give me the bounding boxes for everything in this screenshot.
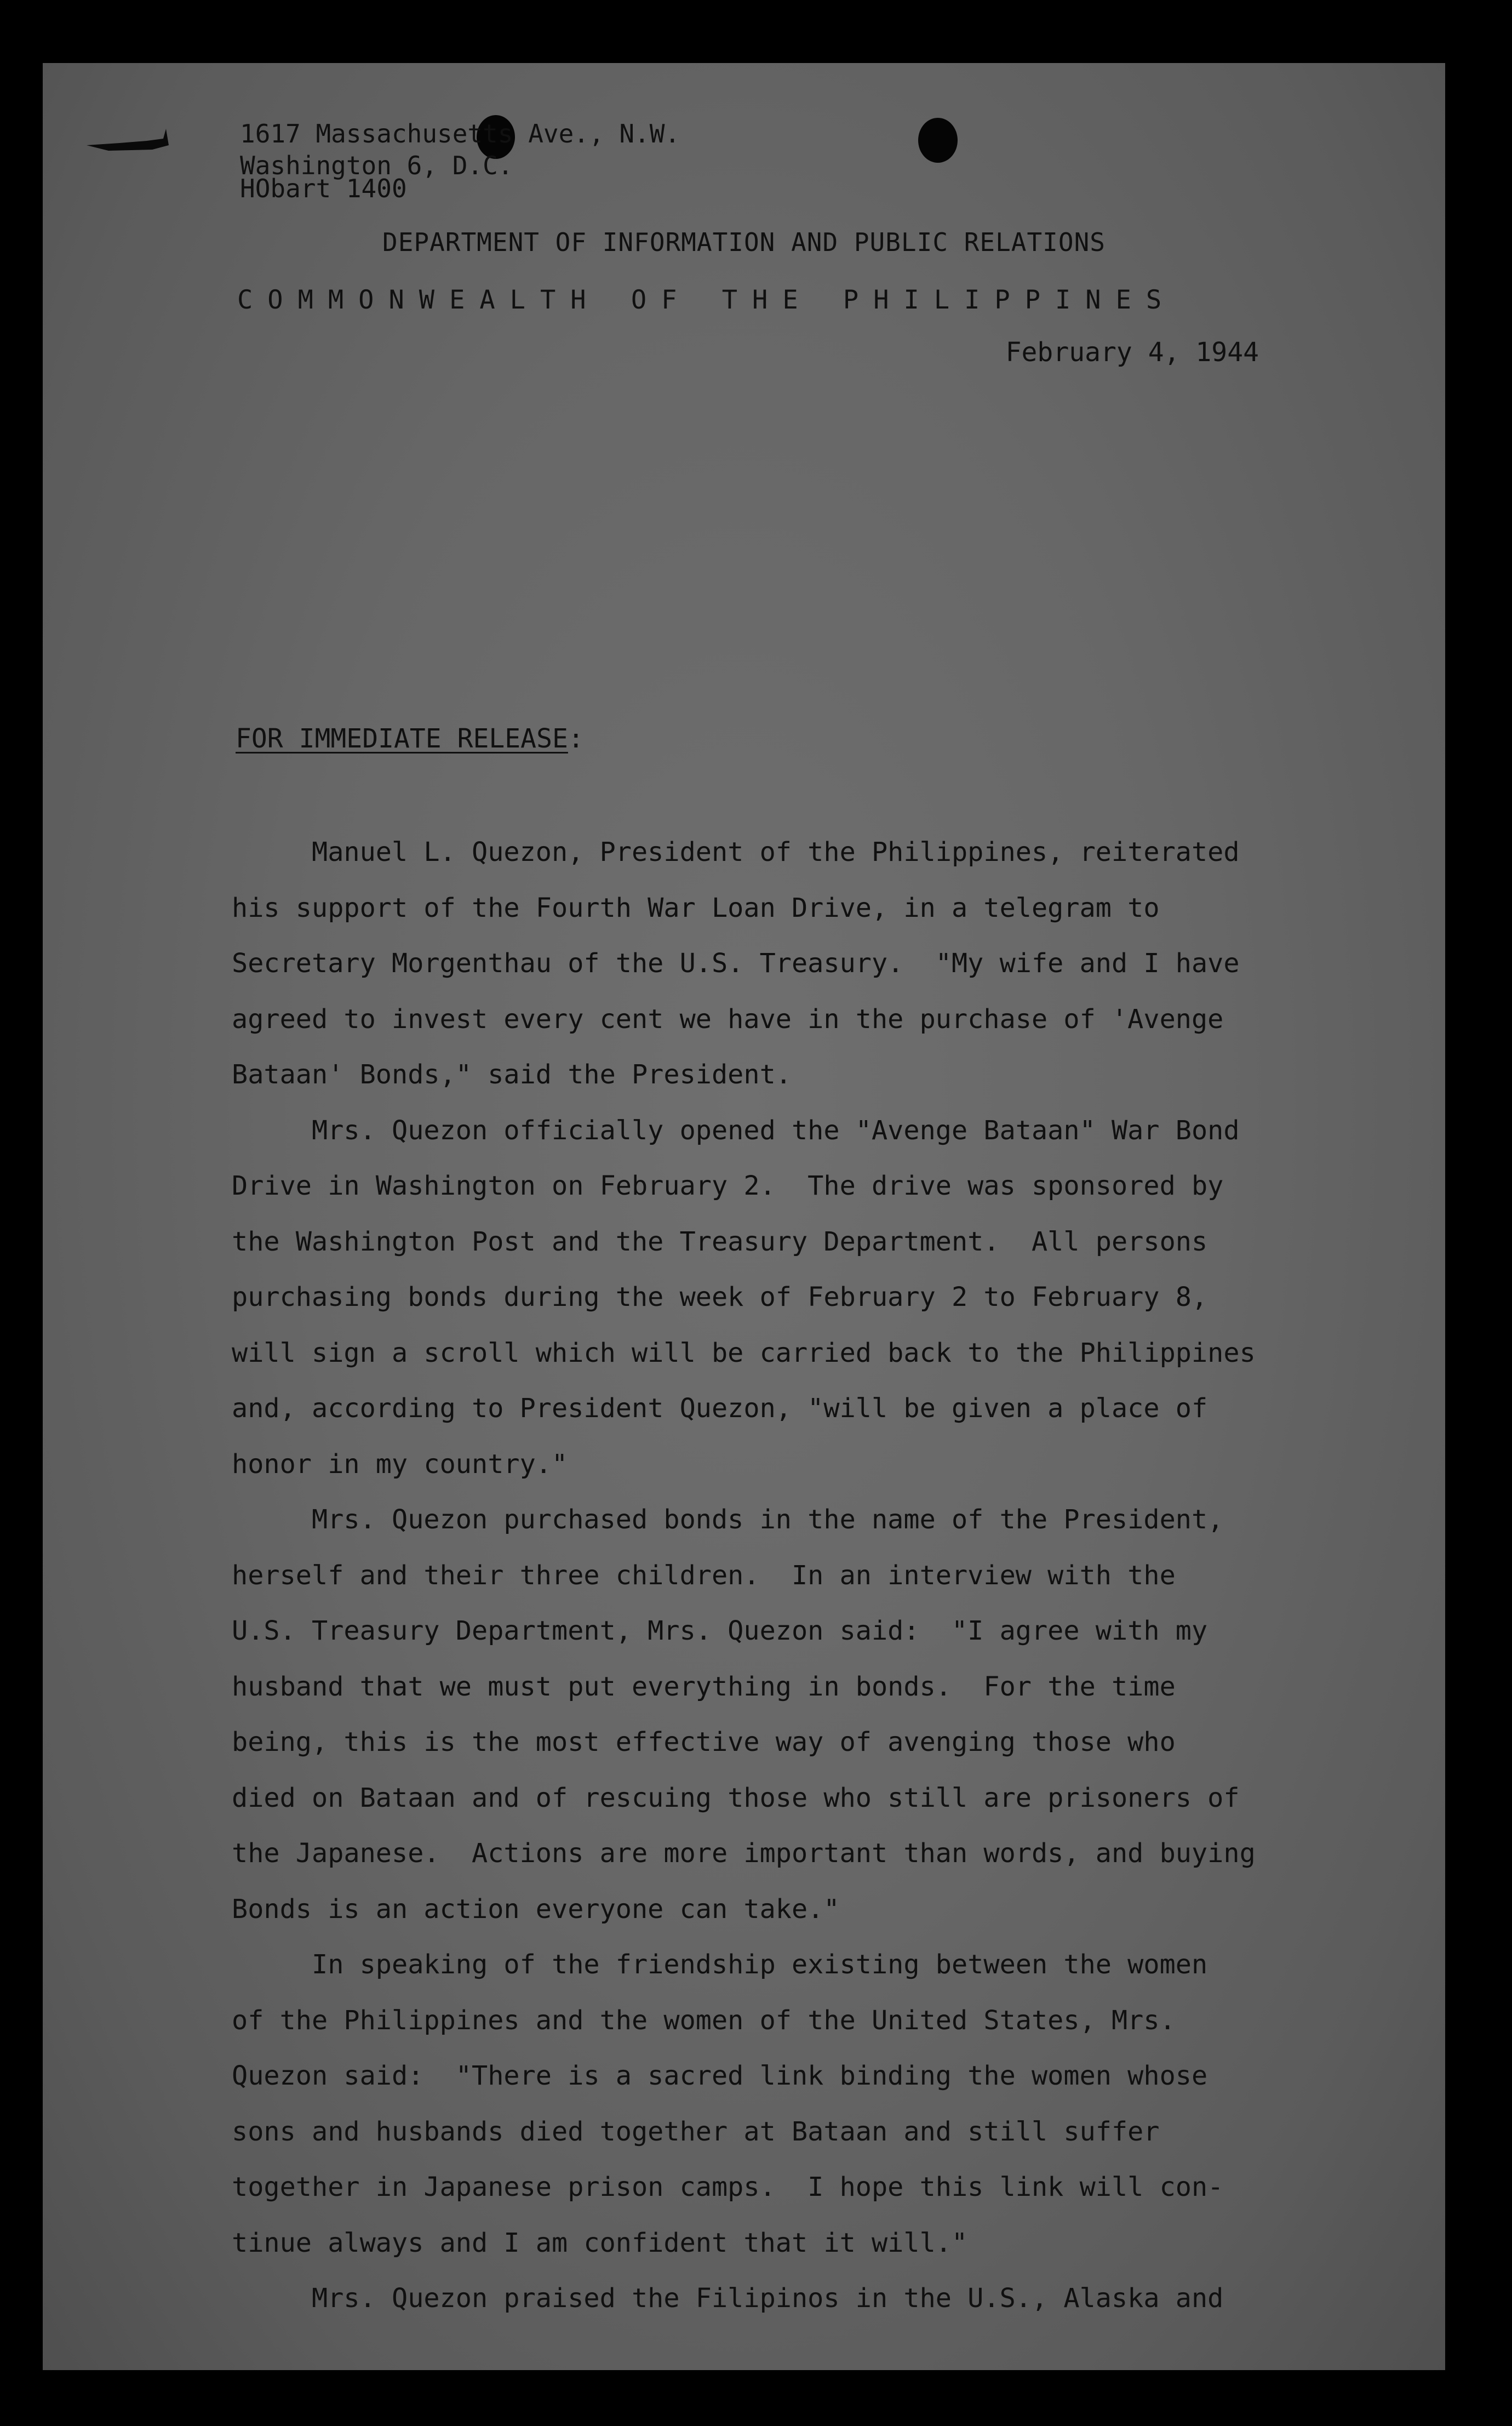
body-line: died on Bataan and of rescuing those who still are prisoners of	[232, 1782, 1240, 1813]
body-line: of the Philippines and the women of the United States, Mrs.	[232, 2005, 1176, 2036]
body-line: Quezon said: "There is a sacred link binding the women whose	[232, 2060, 1208, 2091]
body-line: Bonds is an action everyone can take."	[232, 1893, 840, 1925]
body-line: being, this is the most effective way of avenging those who	[232, 1727, 1176, 1757]
body-line: his support of the Fourth War Loan Drive, in a telegram to	[232, 892, 1160, 923]
release-label: FOR IMMEDIATE RELEASE	[236, 723, 568, 754]
body-line: will sign a scroll which will be carried back to the Philippines	[232, 1337, 1256, 1368]
body-line: Drive in Washington on February 2. The drive was sponsored by	[232, 1171, 1224, 1201]
body-line: and, according to President Quezon, "will be given a place of	[232, 1393, 1208, 1424]
paper-clip-mark	[87, 129, 169, 155]
address-line-city: Washington 6, D.C.	[240, 151, 513, 180]
document-page	[43, 63, 1445, 2370]
body-line: tinue always and I am confident that it will."	[232, 2227, 968, 2258]
body-line: Mrs. Quezon purchased bonds in the name of the President,	[232, 1504, 1224, 1535]
address-line-street: 1617 Massachusetts Ave., N.W.	[240, 119, 680, 149]
body-line: Mrs. Quezon praised the Filipinos in the U.S., Alaska and	[232, 2283, 1224, 2314]
body-line: husband that we must put everything in bonds. For the time	[232, 1671, 1176, 1702]
body-line: Bataan' Bonds," said the President.	[232, 1059, 792, 1090]
body-line: purchasing bonds during the week of February 2 to February 8,	[232, 1282, 1208, 1312]
body-line: herself and their three children. In an interview with the	[232, 1560, 1176, 1591]
punch-hole-right	[918, 118, 958, 163]
body-line: together in Japanese prison camps. I hope this link will con-	[232, 2172, 1224, 2202]
release-colon: :	[568, 723, 584, 754]
body-line: Mrs. Quezon officially opened the "Avenge Bataan" War Bond	[232, 1115, 1240, 1146]
body-line: the Japanese. Actions are more important than words, and buying	[232, 1838, 1256, 1869]
body-line: honor in my country."	[232, 1448, 568, 1480]
press-release-body	[232, 825, 1256, 2327]
body-line: agreed to invest every cent we have in the purchase of 'Avenge	[232, 1003, 1224, 1035]
body-line: U.S. Treasury Department, Mrs. Quezon said: "I agree with my	[232, 1616, 1208, 1646]
commonwealth-heading: COMMONWEALTH OF THE PHILIPPINES	[237, 285, 1177, 315]
release-heading	[236, 723, 584, 754]
department-heading: DEPARTMENT OF INFORMATION AND PUBLIC RELATIONS	[382, 227, 1106, 257]
body-line: Secretary Morgenthau of the U.S. Treasury. "My wife and I have	[232, 948, 1240, 979]
address-line-phone: HObart 1400	[240, 174, 407, 203]
body-line: the Washington Post and the Treasury Department. All persons	[232, 1226, 1208, 1257]
body-line: sons and husbands died together at Bataan and still suffer	[232, 2116, 1160, 2147]
body-line: Manuel L. Quezon, President of the Philippines, reiterated	[232, 837, 1240, 867]
document-date: February 4, 1944	[1005, 337, 1259, 368]
body-line: In speaking of the friendship existing between the women	[232, 1949, 1208, 1980]
